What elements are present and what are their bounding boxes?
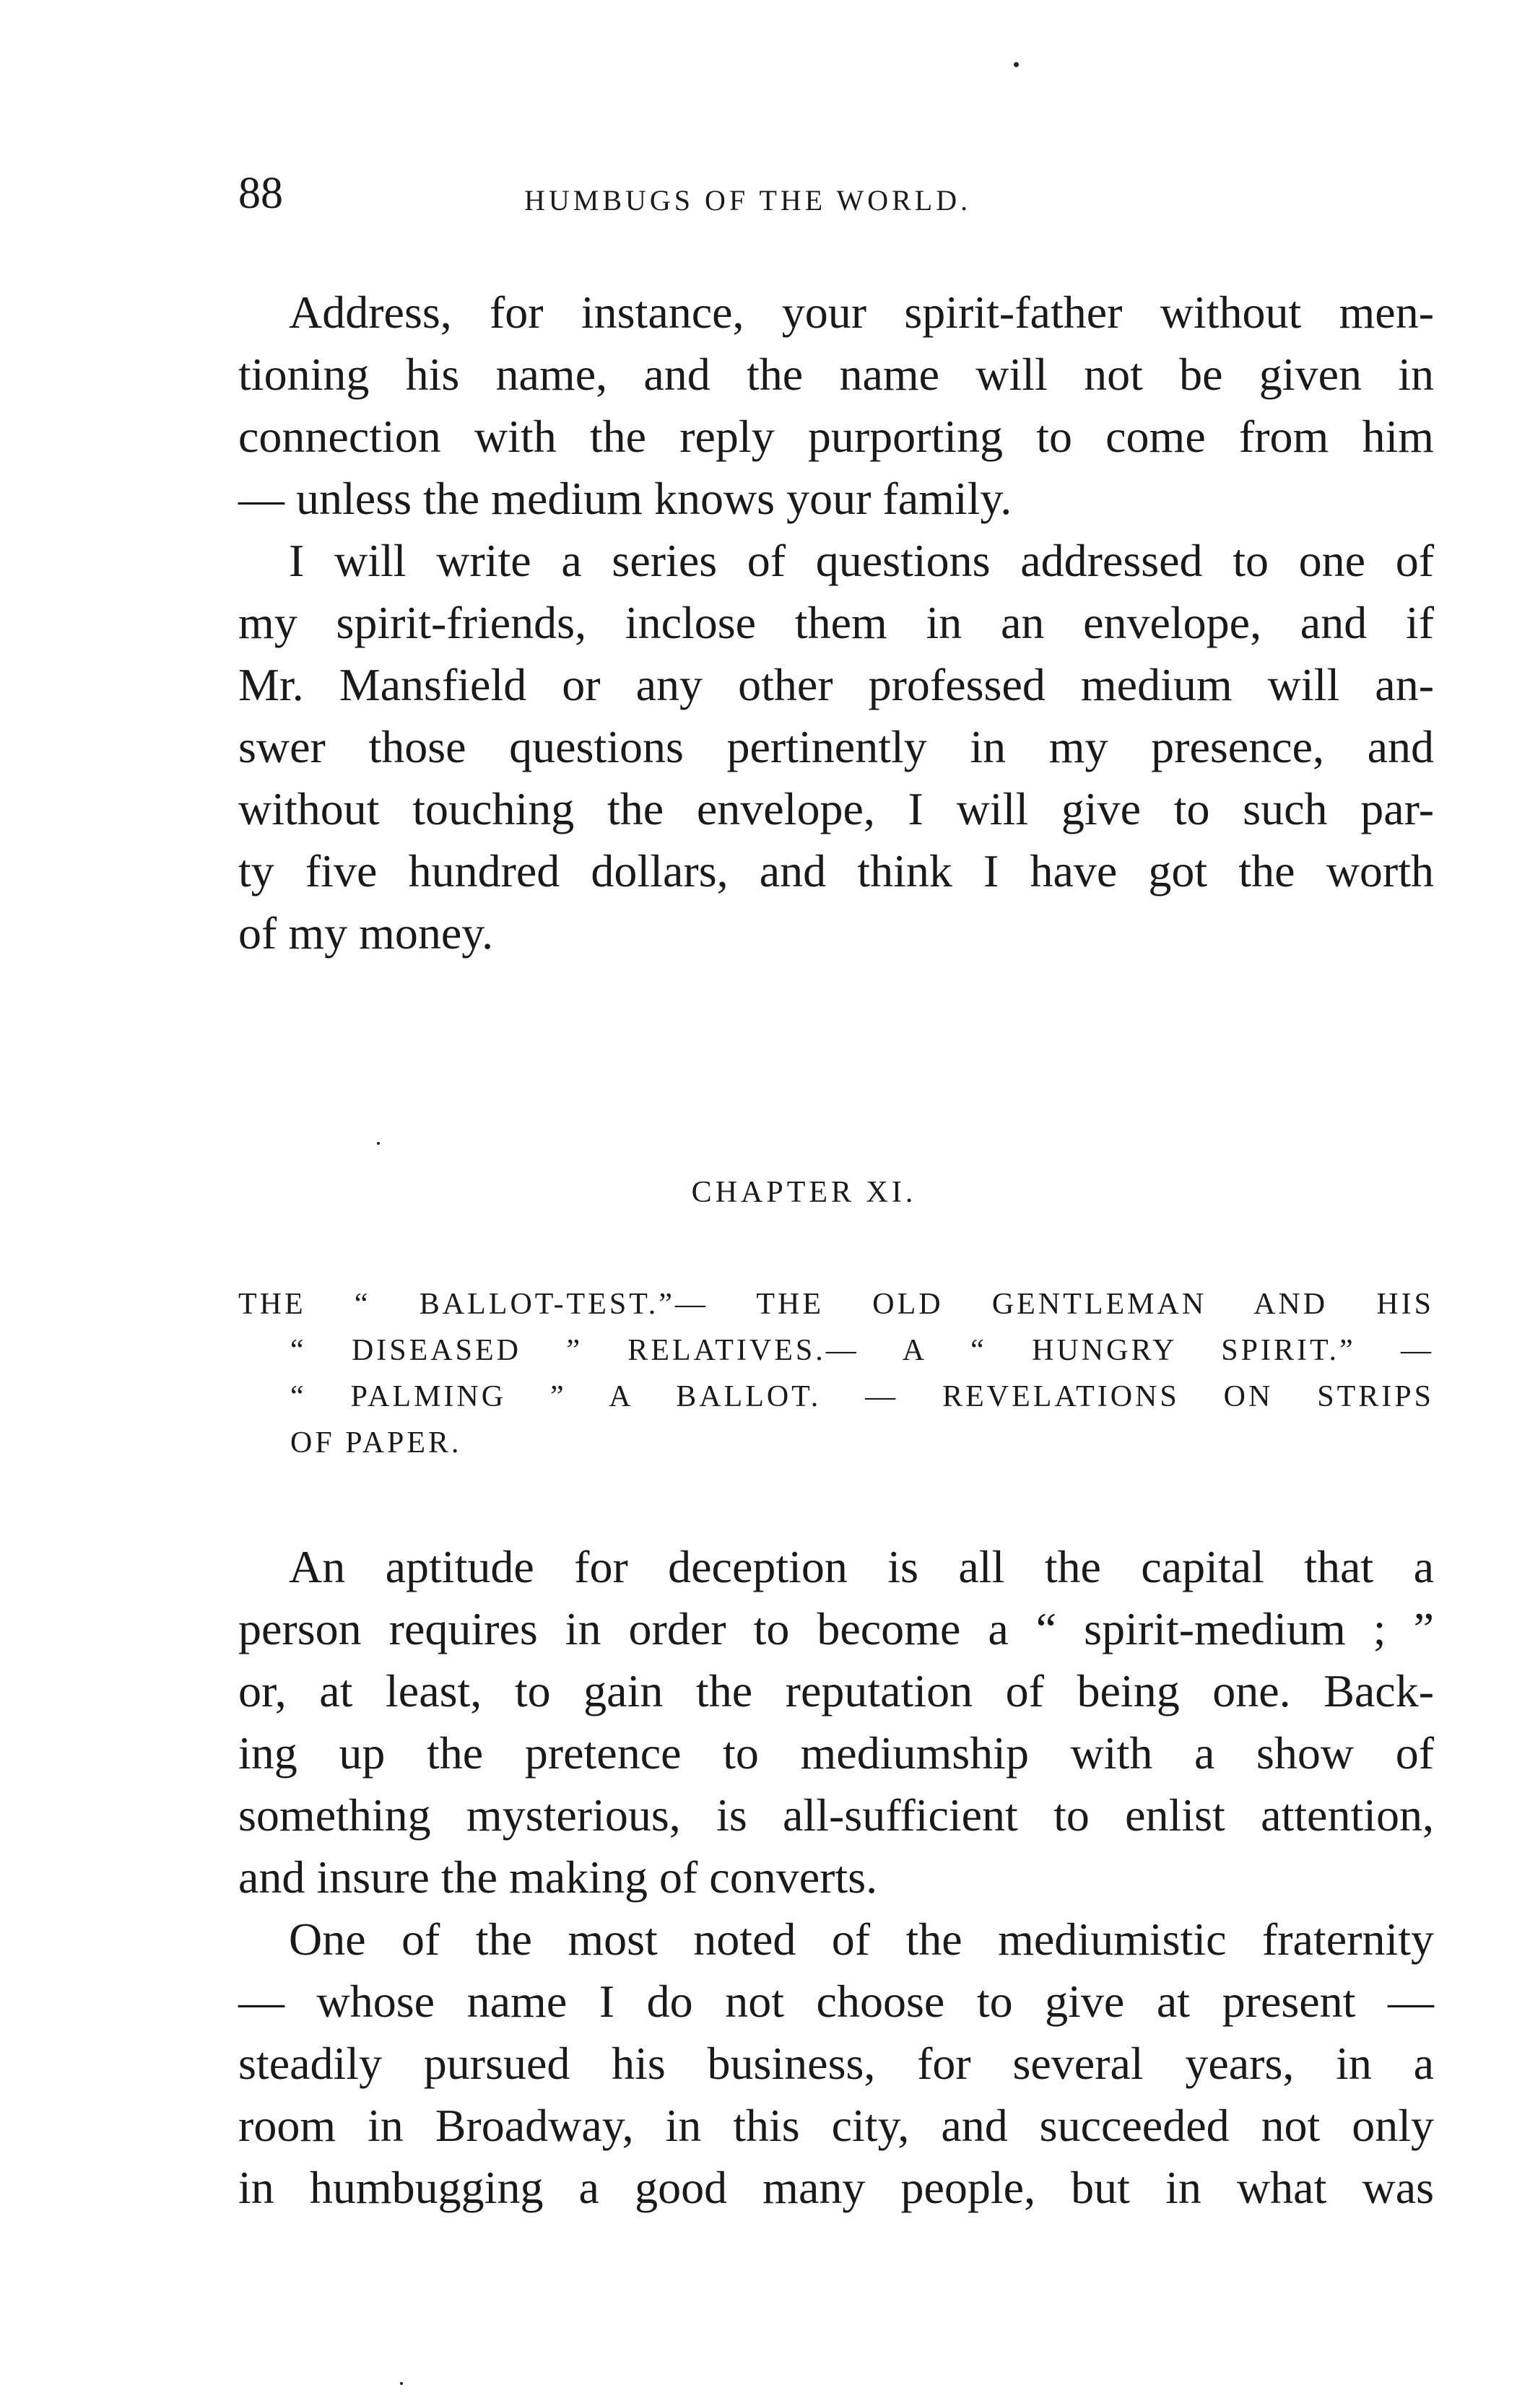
text-line: connection with the reply purporting to come from him <box>238 411 1434 462</box>
text-line: tioning his name, and the name will not be given in <box>238 349 1434 400</box>
body-text-bottom <box>238 1536 1434 2219</box>
summary-line: “ DISEASED ” RELATIVES.— A “ HUNGRY SPIRIT.” — <box>290 1334 1434 1367</box>
text-line: ing up the pretence to mediumship with a show of <box>238 1727 1434 1779</box>
chapter-title <box>0 1175 1530 1210</box>
text-line: in humbugging a good many people, but in what was <box>238 2162 1434 2213</box>
ink-speck <box>400 2382 403 2385</box>
text-line: I will write a series of questions addressed to one of <box>289 535 1434 586</box>
chapter-summary <box>238 1281 1434 1466</box>
ink-speck <box>1014 62 1019 67</box>
text-line: An aptitude for deception is all the capital that a <box>289 1541 1434 1592</box>
body-text-top <box>238 282 1434 964</box>
text-line: steadily pursued his business, for several years, in a <box>238 2038 1434 2089</box>
text-line: or, at least, to gain the reputation of being one. Back- <box>238 1665 1434 1716</box>
summary-line: OF PAPER. <box>290 1426 462 1460</box>
text-line: swer those questions pertinently in my presence, and <box>238 721 1434 772</box>
text-line: — whose name I do not choose to give at present — <box>238 1976 1434 2027</box>
text-line: and insure the making of converts. <box>238 1851 878 1903</box>
text-line: without touching the envelope, I will give to such par- <box>238 783 1434 834</box>
paragraph <box>238 1536 1434 1908</box>
text-line: Mr. Mansfield or any other professed medium will an- <box>238 659 1434 710</box>
text-line: my spirit-friends, inclose them in an envelope, and if <box>238 597 1434 648</box>
ink-speck <box>377 1142 380 1145</box>
text-line: room in Broadway, in this city, and succeeded not only <box>238 2100 1434 2151</box>
running-head: HUMBUGS OF THE WORLD. <box>524 184 972 217</box>
text-line: Address, for instance, your spirit-father without men- <box>289 287 1434 338</box>
paragraph <box>238 530 1434 964</box>
summary-line: “ PALMING ” A BALLOT. — REVELATIONS ON STRIPS <box>290 1380 1434 1413</box>
text-line: One of the most noted of the mediumistic fraternity <box>289 1914 1434 1965</box>
summary-line: THE “ BALLOT-TEST.”— THE OLD GENTLEMAN AND HIS <box>238 1288 1434 1321</box>
text-line: something mysterious, is all-sufficient to enlist attention, <box>238 1789 1434 1841</box>
text-line: of my money. <box>238 907 494 959</box>
text-line: person requires in order to become a “ spirit-medium ; ” <box>238 1603 1434 1654</box>
chapter-title-text: CHAPTER XI. <box>691 1176 917 1209</box>
paragraph <box>238 282 1434 530</box>
paragraph <box>238 1908 1434 2219</box>
page-header <box>238 165 1444 222</box>
text-line: — unless the medium knows your family. <box>238 473 1012 524</box>
page-number: 88 <box>238 169 283 218</box>
text-line: ty five hundred dollars, and think I have got the worth <box>238 845 1434 897</box>
